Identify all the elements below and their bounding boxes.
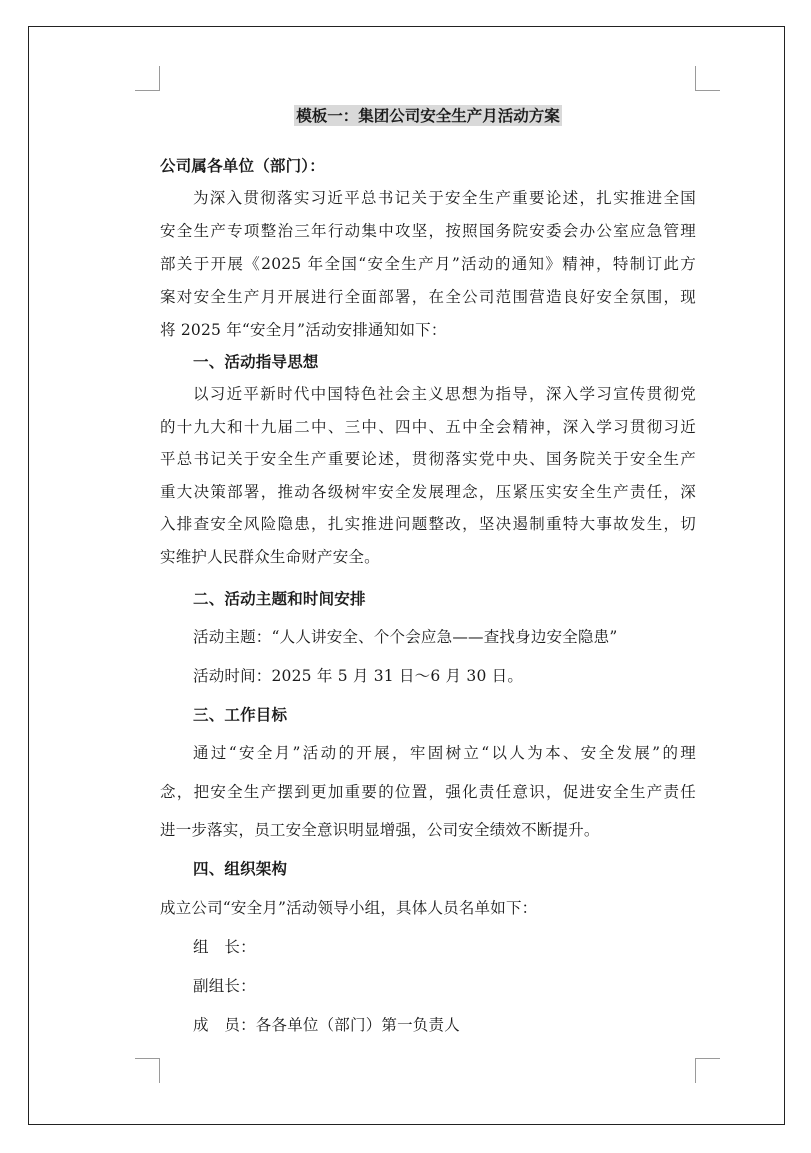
- intro-line-3: 部关于开展《2025 年全国“安全生产月”活动的通知》精神，特制订此方: [160, 255, 696, 273]
- margin-corner-top-left: [135, 66, 160, 91]
- margin-corner-bottom-right: [695, 1058, 720, 1083]
- section1-line-5: 入排查安全风险隐患，扎实推进问题整改，坚决遏制重特大事故发生，切: [160, 515, 696, 533]
- section1-line-1: 以习近平新时代中国特色社会主义思想为指导，深入学习宣传贯彻党: [193, 385, 696, 403]
- section3-heading: 三、工作目标: [193, 705, 288, 724]
- margin-corner-bottom-left: [135, 1058, 160, 1083]
- section1-line-2: 的十九大和十九届二中、三中、四中、五中全会精神，深入学习贯彻习近: [160, 418, 696, 436]
- intro-line-5: 将 2025 年“安全月”活动安排通知如下：: [160, 321, 447, 339]
- section2-time: 活动时间：2025 年 5 月 31 日～6 月 30 日。: [193, 667, 524, 685]
- section2-theme: 活动主题：“人人讲安全、个个会应急——查找身边安全隐患”: [193, 628, 618, 646]
- section3-line-2: 念，把安全生产摆到更加重要的位置，强化责任意识，促进安全生产责任: [160, 783, 696, 801]
- margin-corner-top-right: [695, 66, 720, 91]
- section4-heading: 四、组织架构: [193, 859, 288, 878]
- section3-line-3: 进一步落实，员工安全意识明显增强，公司安全绩效不断提升。: [160, 821, 600, 839]
- intro-line-4: 案对安全生产月开展进行全面部署，在全公司范围营造良好安全氛围，现: [160, 288, 696, 306]
- section4-members: 成 员：各各单位（部门）第一负责人: [193, 1016, 460, 1034]
- document-title: 模板一：集团公司安全生产月活动方案: [296, 106, 560, 125]
- section1-line-3: 平总书记关于安全生产重要论述，贯彻落实党中央、国务院关于安全生产: [160, 450, 696, 468]
- section4-leader: 组 长：: [193, 938, 256, 956]
- intro-line-2: 安全生产专项整治三年行动集中攻坚，按照国务院安委会办公室应急管理: [160, 222, 696, 240]
- section1-line-4: 重大决策部署，推动各级树牢安全发展理念，压紧压实安全生产责任，深: [160, 483, 696, 501]
- intro-line-1: 为深入贯彻落实习近平总书记关于安全生产重要论述，扎实推进全国: [193, 189, 696, 207]
- section4-intro: 成立公司“安全月”活动领导小组，具体人员名单如下：: [160, 899, 538, 917]
- section4-deputy: 副组长：: [193, 977, 256, 995]
- salutation: 公司属各单位（部门）：: [160, 156, 325, 175]
- section2-heading: 二、活动主题和时间安排: [193, 589, 366, 608]
- section3-line-1: 通过“安全月”活动的开展，牢固树立“以人为本、安全发展”的理: [193, 744, 696, 762]
- section1-line-6: 实维护人民群众生命财产安全。: [160, 548, 380, 566]
- section1-heading: 一、活动指导思想: [193, 352, 319, 371]
